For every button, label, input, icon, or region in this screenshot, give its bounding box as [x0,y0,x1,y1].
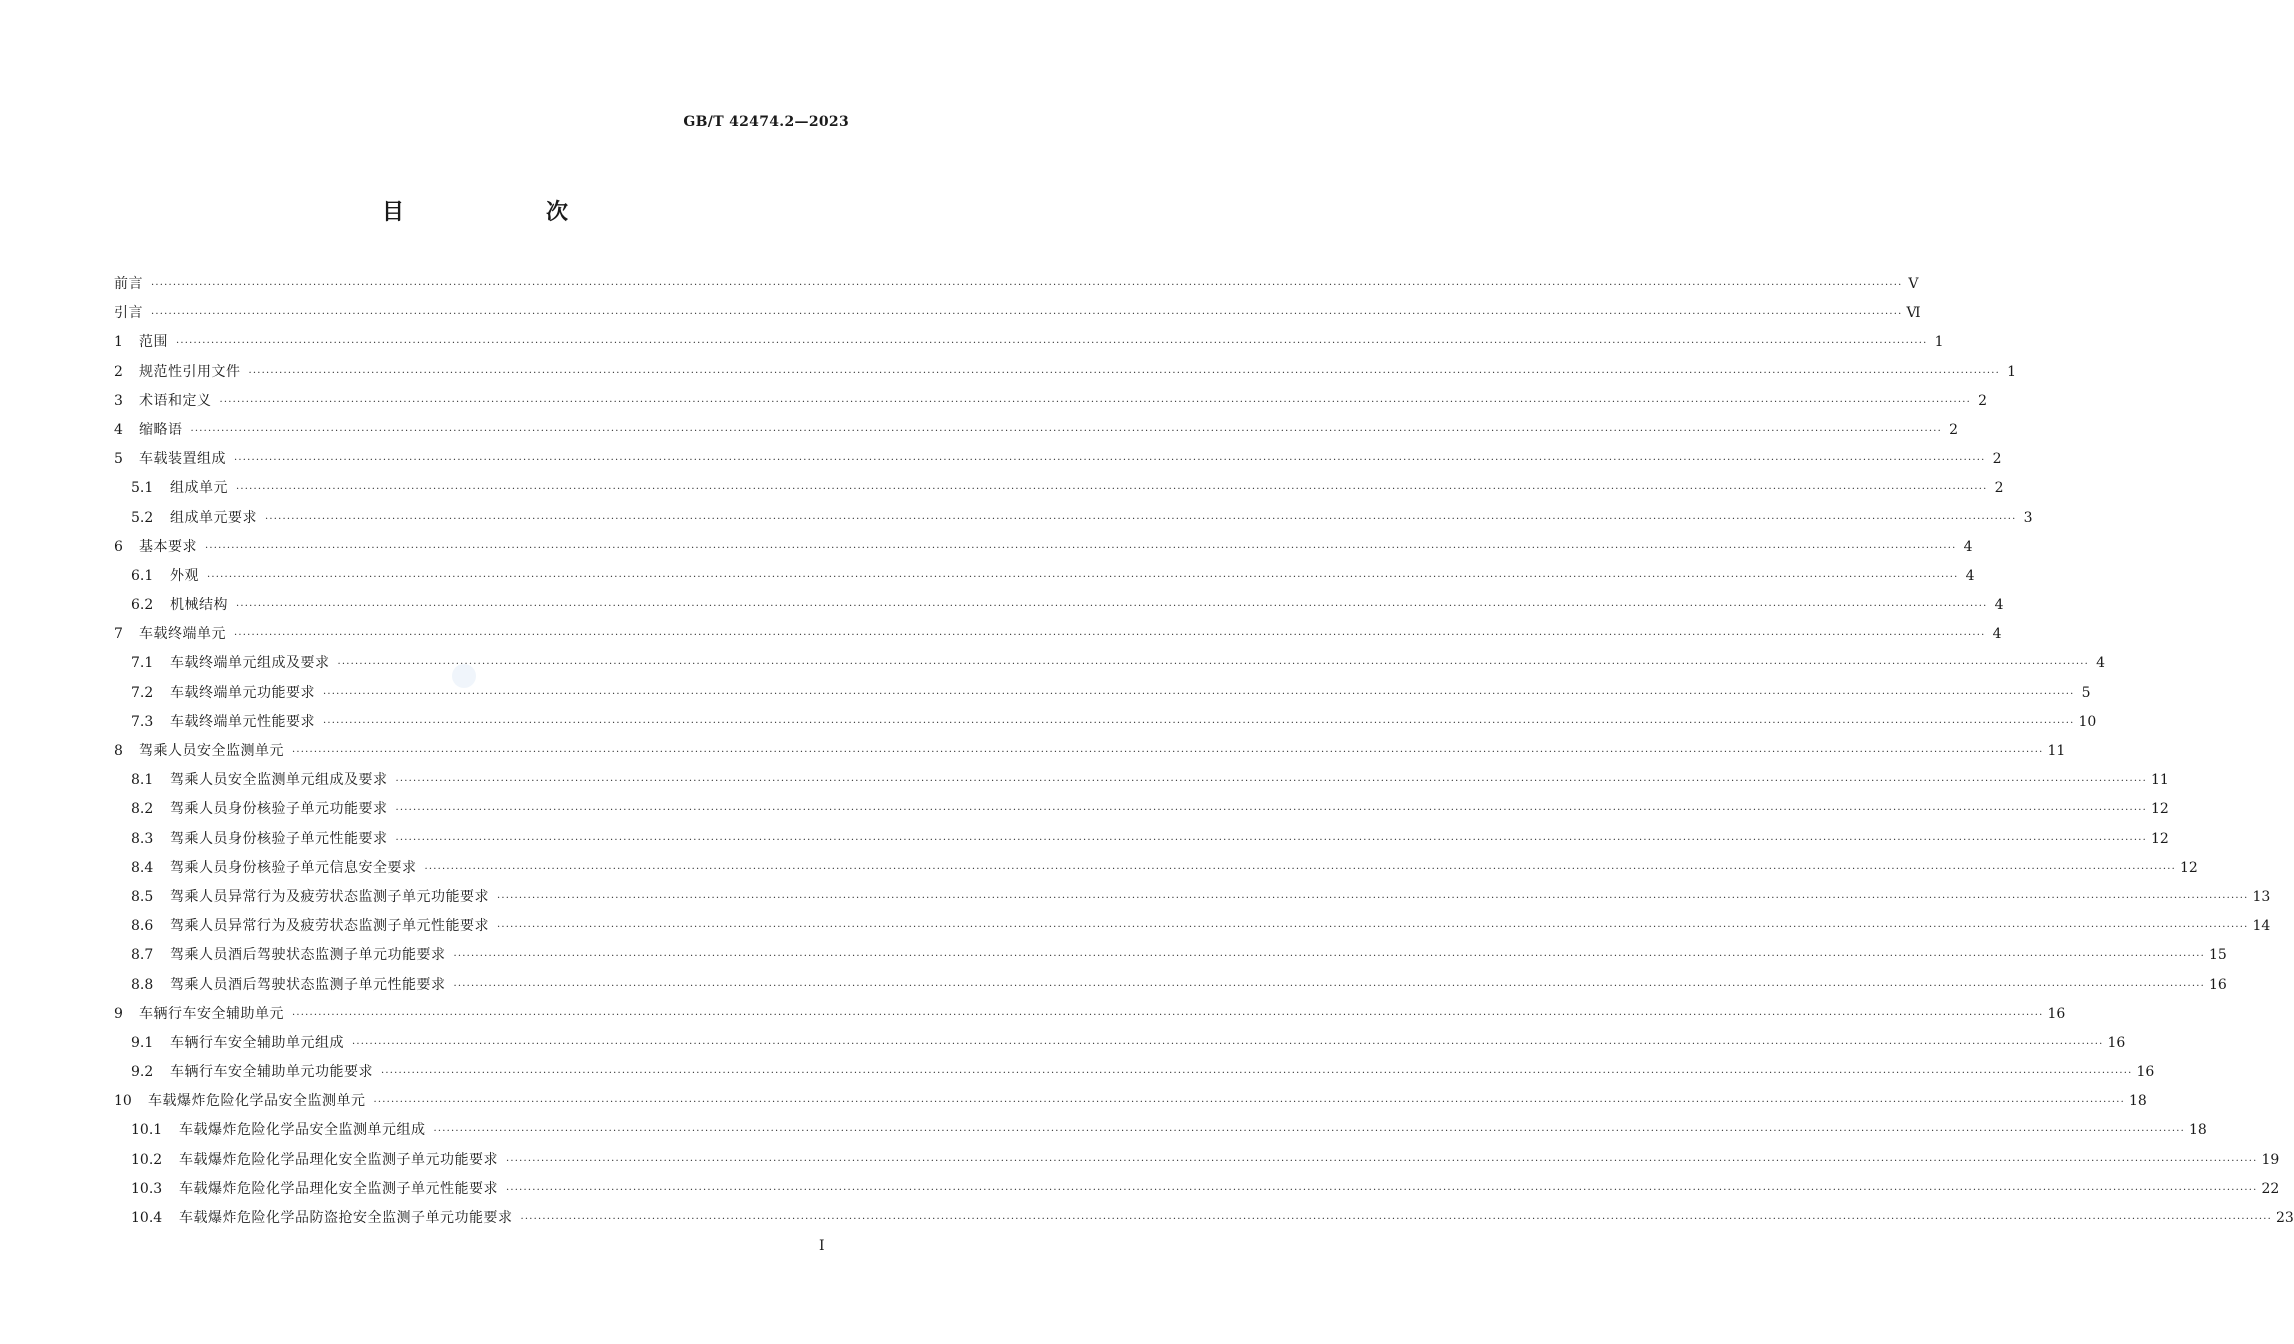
toc-entry-title: 驾乘人员酒后驾驶状态监测子单元性能要求 [170,976,446,993]
toc-entry-number: 1 [114,334,123,351]
toc-entry[interactable] [114,883,2271,912]
toc-entry-number: 8.6 [131,918,154,935]
toc-entry-number: 5.1 [131,480,154,497]
toc-entry[interactable] [114,299,1921,328]
toc-entry-number: 8 [114,743,123,759]
toc-entry-number: 3 [114,392,123,409]
toc-entry-title: 组成单元 [170,480,228,497]
toc-dot-leader: ················································································································································································································································································································································································································ [337,659,2089,671]
toc-entry[interactable] [114,854,2198,883]
table-of-contents [114,270,2294,1233]
toc-entry-number: 5 [114,451,123,468]
toc-dot-leader: ················································································································································································································································································································································································································ [395,776,2147,788]
toc-entry-page: 13 [2252,888,2271,905]
toc-entry-number: 8.2 [131,801,154,818]
toc-entry-number: 9 [114,1005,123,1022]
toc-entry-number: 7.1 [131,655,154,672]
toc-entry-title: 驾乘人员安全监测单元组成及要求 [170,772,388,789]
toc-entry-page: 19 [2261,1151,2280,1168]
toc-entry-number: 9.1 [131,1034,154,1051]
toc-entry[interactable] [114,416,1958,445]
toc-dot-leader: ················································································································································································································································································································································································································ [381,1068,2133,1080]
toc-entry-number: 7 [114,626,123,643]
toc-dot-leader: ················································································································································································································································································································································································································ [234,630,1986,642]
toc-entry-number: 10.4 [131,1210,163,1226]
toc-entry-number: 7.2 [131,684,154,701]
toc-dot-leader: ················································································································································································································································································································································································································ [248,367,2000,379]
toc-dot-leader: ················································································································································································································································································································································································································ [151,280,1903,291]
toc-entry-title: 车载终端单元功能要求 [170,684,315,701]
toc-dot-leader: ················································································································································································································································································································································································································ [497,892,2249,904]
toc-entry-number: 8.1 [131,772,154,789]
toc-dot-leader: ················································································································································································································································································································································································································ [234,455,1986,467]
toc-entry-page: 11 [2047,743,2066,759]
standard-code: GB/T 42474.2—2023 [683,114,849,130]
toc-entry-page: 4 [1965,567,1975,584]
toc-entry-number: 5.2 [131,509,154,526]
toc-entry-page: Ⅵ [1906,305,1921,322]
toc-entry-page: 4 [1992,626,2002,643]
toc-entry-title: 驾乘人员安全监测单元 [139,743,284,759]
toc-entry-title: 驾乘人员身份核验子单元性能要求 [170,830,388,847]
toc-entry-number: 6 [114,538,123,555]
toc-entry-number: 8.7 [131,947,154,964]
toc-entry[interactable] [114,533,1973,562]
toc-entry[interactable] [114,1029,2126,1058]
toc-entry-number: 9.2 [131,1064,154,1081]
toc-entry-number: 8.4 [131,859,154,876]
toc-entry[interactable] [114,912,2271,941]
toc-dot-leader: ················································································································································································································································································································································································································ [207,571,1959,583]
toc-entry-page: 16 [2107,1034,2126,1051]
toc-entry[interactable] [114,795,2169,824]
toc-dot-leader: ················································································································································································································································································································································································································ [433,1126,2185,1138]
toc-entry-title: 引言 [114,305,143,322]
toc-entry-page: 12 [2150,830,2169,847]
toc-dot-leader: ················································································································································································································································································································································································································ [323,688,2075,700]
toc-entry-page: 14 [2252,918,2271,935]
toc-dot-leader: ················································································································································································································································································································································································································ [176,338,1928,350]
toc-dot-leader: ················································································································································································································································································································································································································ [453,980,2205,992]
toc-entry-title: 范围 [139,334,168,351]
toc-entry[interactable] [114,708,2097,737]
toc-entry[interactable] [114,474,2004,503]
toc-dot-leader: ················································································································································································································································································································································································································ [373,1097,2125,1109]
toc-entry-title: 车载爆炸危险化学品安全监测单元 [148,1093,366,1110]
toc-dot-leader: ················································································································································································································································································································································································································ [323,717,2075,729]
toc-entry[interactable] [114,504,2033,533]
toc-entry-page: 18 [2188,1122,2207,1139]
toc-entry-title: 缩略语 [139,421,183,438]
toc-entry-title: 车载装置组成 [139,451,226,468]
toc-entry-page: 15 [2208,947,2227,964]
toc-dot-leader: ················································································································································································································································································································································································································ [424,863,2176,875]
toc-entry-title: 术语和定义 [139,392,212,409]
toc-entry-title: 外观 [170,567,199,584]
footer-page-number: Ⅰ [819,1238,825,1254]
toc-entry[interactable] [114,562,1975,591]
toc-entry-page: 4 [2096,655,2105,672]
toc-entry[interactable] [114,825,2169,854]
toc-dot-leader: ················································································································································································································································································································································································································ [453,951,2205,963]
toc-entry-page: 2 [1994,480,2004,497]
toc-entry-number: 10.3 [131,1180,163,1197]
toc-entry[interactable] [114,270,1919,299]
toc-entry-number: 4 [114,421,123,438]
toc-dot-leader: ················································································································································································································································································································································································································ [395,805,2147,817]
toc-entry-page: 2 [1992,451,2002,468]
toc-entry-title: 规范性引用文件 [139,363,241,380]
toc-entry-page: 2 [1949,421,1958,438]
toc-entry[interactable] [114,1146,2280,1175]
toc-entry-number: 10.2 [131,1151,163,1168]
toc-entry-title: 驾乘人员身份核验子单元功能要求 [170,801,388,818]
toc-dot-leader: ················································································································································································································································································································································································································ [506,1155,2258,1167]
toc-entry[interactable] [114,971,2227,1000]
toc-entry[interactable] [114,941,2227,970]
toc-dot-leader: ················································································································································································································································································································································································································ [236,484,1988,496]
toc-entry-page: 16 [2208,976,2227,993]
toc-entry[interactable] [114,766,2169,795]
toc-entry-title: 车载终端单元 [139,626,226,643]
toc-dot-leader: ················································································································································································································································································································································································································ [352,1038,2104,1050]
toc-entry-number: 8.3 [131,830,154,847]
toc-entry-title: 车载终端单元性能要求 [170,713,315,730]
toc-entry-number: 6.1 [131,567,154,584]
toc-dot-leader: ················································································································································································································································································································································································································ [292,747,2044,758]
toc-entry[interactable] [114,358,2016,387]
toc-entry-page: 18 [2128,1093,2147,1110]
toc-dot-leader: ················································································································································································································································································································································································································ [497,922,2249,934]
toc-entry-page: 1 [1934,334,1944,351]
toc-entry-page: 12 [2150,801,2169,818]
toc-entry[interactable] [114,591,2004,620]
toc-entry-title: 车载爆炸危险化学品安全监测单元组成 [179,1122,426,1139]
toc-dot-leader: ················································································································································································································································································································································································································ [190,425,1942,437]
toc-entry[interactable] [114,445,2002,474]
toc-entry-title: 基本要求 [139,538,197,555]
toc-entry-page: 3 [2023,509,2033,526]
toc-entry[interactable] [114,1000,2066,1029]
toc-entry-page: 16 [2047,1005,2066,1022]
toc-entry-page: 11 [2150,772,2169,789]
toc-dot-leader: ················································································································································································································································································································································································································ [506,1184,2258,1196]
toc-dot-leader: ················································································································································································································································································································································································································ [265,513,2017,525]
toc-entry[interactable] [114,1058,2155,1087]
toc-dot-leader: ················································································································································································································································································································································································································ [205,542,1957,554]
toc-entry[interactable] [114,387,1987,416]
toc-entry-page: Ⅴ [1908,276,1919,292]
toc-entry-title: 车载爆炸危险化学品防盗抢安全监测子单元功能要求 [179,1210,513,1226]
toc-entry[interactable] [114,1175,2280,1204]
toc-entry-title: 车辆行车安全辅助单元 [139,1005,284,1022]
toc-entry-number: 10.1 [131,1122,163,1139]
toc-entry-title: 驾乘人员身份核验子单元信息安全要求 [170,859,417,876]
toc-entry[interactable] [114,1204,2294,1233]
toc-dot-leader: ················································································································································································································································································································································································································ [292,1009,2044,1021]
toc-entry-title: 车辆行车安全辅助单元功能要求 [170,1064,373,1081]
toc-entry[interactable] [114,649,2105,678]
toc-entry-number: 6.2 [131,597,154,614]
toc-entry-title: 组成单元要求 [170,509,257,526]
toc-entry-page: 4 [1963,538,1973,555]
toc-dot-leader: ················································································································································································································································································································································································································ [395,834,2147,846]
toc-heading: 目 次 [381,200,628,225]
toc-entry-number: 2 [114,363,123,380]
toc-entry-page: 12 [2179,859,2198,876]
toc-entry-number: 8.5 [131,888,154,905]
toc-entry[interactable] [114,679,2091,708]
toc-entry-title: 驾乘人员酒后驾驶状态监测子单元功能要求 [170,947,446,964]
toc-entry[interactable] [114,1087,2147,1116]
toc-entry-title: 车辆行车安全辅助单元组成 [170,1034,344,1051]
toc-entry-title: 车载爆炸危险化学品理化安全监测子单元功能要求 [179,1151,498,1168]
toc-entry-title: 驾乘人员异常行为及疲劳状态监测子单元功能要求 [170,888,489,905]
toc-entry-page: 10 [2078,713,2097,730]
toc-dot-leader: ················································································································································································································································································································································································································ [151,309,1903,321]
toc-entry[interactable] [114,737,2066,766]
toc-dot-leader: ················································································································································································································································································································································································································ [520,1214,2272,1225]
toc-entry-title: 车载终端单元组成及要求 [170,655,330,672]
toc-entry[interactable] [114,620,2002,649]
toc-entry-number: 8.8 [131,976,154,993]
toc-entry-number: 10 [114,1093,132,1110]
toc-entry[interactable] [114,328,1944,357]
toc-entry-title: 驾乘人员异常行为及疲劳状态监测子单元性能要求 [170,918,489,935]
toc-dot-leader: ················································································································································································································································································································································································································ [219,396,1971,408]
toc-entry-number: 7.3 [131,713,154,730]
toc-entry-page: 4 [1994,597,2004,614]
toc-entry-page: 16 [2136,1064,2155,1081]
toc-entry-title: 前言 [114,276,143,292]
toc-entry[interactable] [114,1116,2207,1145]
toc-entry-page: 1 [2007,363,2016,380]
toc-dot-leader: ················································································································································································································································································································································································································ [236,601,1988,613]
toc-entry-page: 2 [1978,392,1987,409]
toc-entry-page: 5 [2081,684,2091,701]
toc-entry-page: 22 [2261,1180,2280,1197]
toc-entry-title: 机械结构 [170,597,228,614]
toc-entry-title: 车载爆炸危险化学品理化安全监测子单元性能要求 [179,1180,498,1197]
toc-entry-page: 23 [2275,1210,2294,1226]
